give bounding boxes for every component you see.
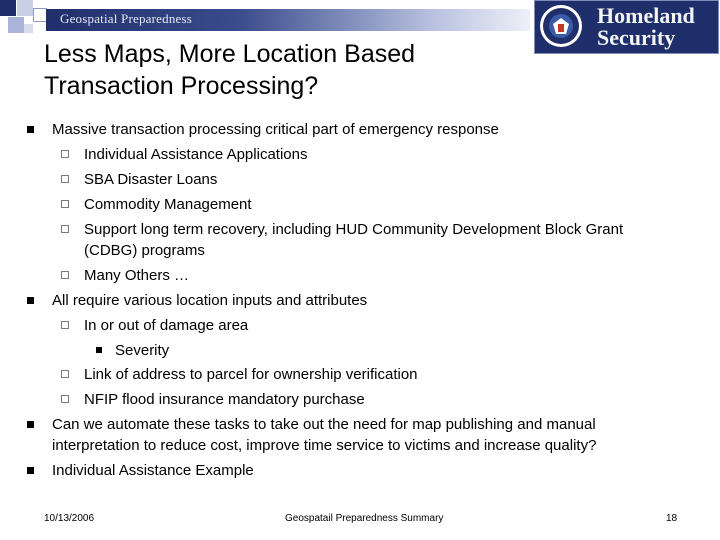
corner-square-outline [33, 8, 47, 22]
square-bullet-icon [27, 467, 34, 474]
header-band-text: Geospatial Preparedness [60, 11, 193, 26]
corner-square-dark [0, 0, 16, 16]
bullet-text: NFIP flood insurance mandatory purchase [84, 391, 365, 408]
square-bullet-icon [27, 421, 34, 428]
bullet-text: Massive transaction processing critical part of emergency response [52, 121, 499, 138]
bullet-text: Link of address to parcel for ownership verification [84, 366, 418, 383]
bullet-text-continued: interpretation to reduce cost, improve time service to victims and increase quality? [52, 437, 597, 454]
logo-text-homeland: Homeland [597, 3, 695, 28]
bullet-text-continued: (CDBG) programs [84, 242, 205, 259]
slide-title-line-1: Less Maps, More Location Based [44, 40, 416, 68]
bullet-text: Commodity Management [84, 196, 252, 213]
bullet-text: Individual Assistance Applications [84, 146, 308, 163]
bullet-text: In or out of damage area [84, 317, 249, 334]
hollow-square-bullet-icon [61, 395, 69, 403]
logo-text-security: Security [597, 25, 676, 50]
hollow-square-bullet-icon [61, 225, 69, 233]
hollow-square-bullet-icon [61, 271, 69, 279]
hollow-square-bullet-icon [61, 200, 69, 208]
slide-title-line-2: Transaction Processing? [44, 72, 319, 100]
page-number: 18 [666, 513, 678, 524]
bullet-text: Many Others … [84, 267, 190, 284]
small-square-bullet-icon [96, 347, 102, 353]
bullet-text: Can we automate these tasks to take out the need for map publishing and manual [52, 416, 596, 433]
corner-square-mid [8, 17, 24, 33]
hollow-square-bullet-icon [61, 321, 69, 329]
bullet-text: Individual Assistance Example [52, 462, 254, 479]
slide-title [44, 38, 415, 102]
bullet-text: Severity [115, 342, 170, 359]
corner-square-light [17, 0, 33, 16]
footer-date: 10/13/2006 [44, 513, 95, 524]
hollow-square-bullet-icon [61, 370, 69, 378]
corner-square-small [24, 24, 33, 33]
bullet-text: SBA Disaster Loans [84, 171, 218, 188]
hollow-square-bullet-icon [61, 150, 69, 158]
dhs-seal-icon [539, 4, 583, 48]
bullet-text: All require various location inputs and attributes [52, 292, 368, 309]
homeland-security-logo [534, 0, 719, 54]
square-bullet-icon [27, 297, 34, 304]
footer-title: Geospatail Preparedness Summary [285, 513, 444, 524]
square-bullet-icon [27, 126, 34, 133]
bullet-text: Support long term recovery, including HUD Community Development Block Grant [84, 221, 624, 238]
hollow-square-bullet-icon [61, 175, 69, 183]
